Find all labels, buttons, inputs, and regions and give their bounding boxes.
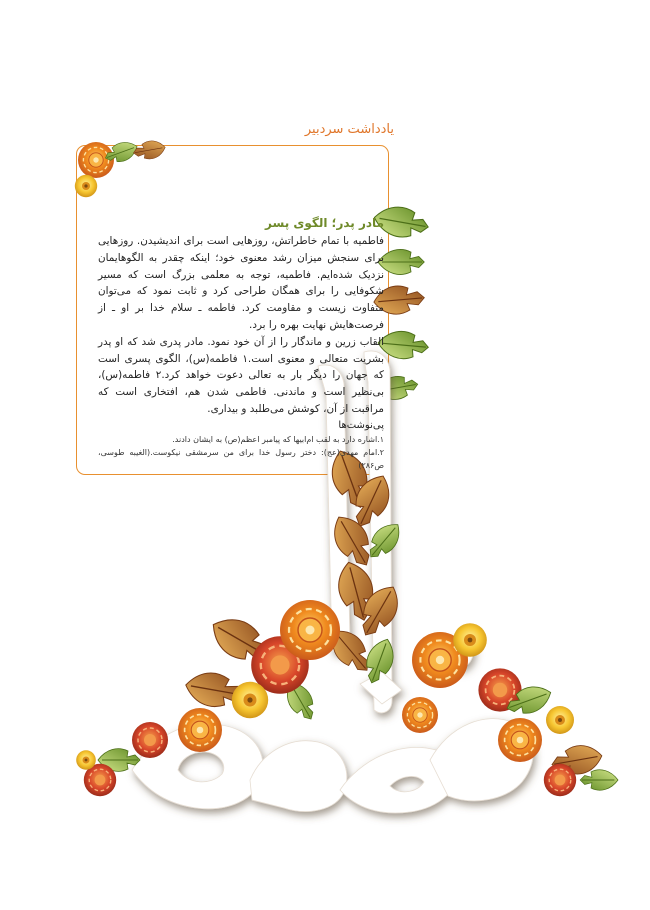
footnotes-title: پی‌نوشت‌ها <box>338 419 384 431</box>
article-title: مادر پدر؛ الگوی پسر <box>265 216 384 230</box>
footnote-1: ۱.اشاره دارد به لقب ام‌ابیها که پیامبر اعظم(ص) به ایشان دادند. <box>172 434 384 444</box>
corner-ornament <box>75 138 167 197</box>
footnote-2: ۲.امام مهدی(عج): دختر رسول خدا برای من سرمشقی نیکوست.(الغیبه طوسی، ص۲۸۶) <box>98 447 384 470</box>
article <box>98 216 384 472</box>
article-paragraph-2: القاب زرین و ماندگار را از آن خود نمود. مادر پدری شد که او پدر بشریت متعالی و معنوی است.۱ فاطمه(س)، الگوی پسری است که جهان را دیگر بار به تعالی دعوت خواهد کرد.۲ فاطمه(س)، بی‌نظیر است و ماندنی. فاطمی شدن هم، افتخاری است که مراقبت از آن، کوشش می‌طلبد و بیداری. <box>98 335 384 415</box>
article-paragraph-1: فاطمیه با تمام خاطراتش، روزهایی است برای اندیشیدن. روزهایی برای سنجش میزان رشد معنوی خود؛ اینکه چقدر به الگوهایمان نزدیک شده‌ایم. فاطمیه، توجه به معلمی بزرگ است که مسیر شکوفایی را برای همگان طراحی کرد و ثابت نمود که می‌توان متفاوت زیست و مقاومت کرد. فاطمه ـ سلام خدا بر او ـ از فرصت‌هایش نهایت بهره را برد. <box>98 235 384 331</box>
section-label: یادداشت سردبیر <box>304 122 394 137</box>
